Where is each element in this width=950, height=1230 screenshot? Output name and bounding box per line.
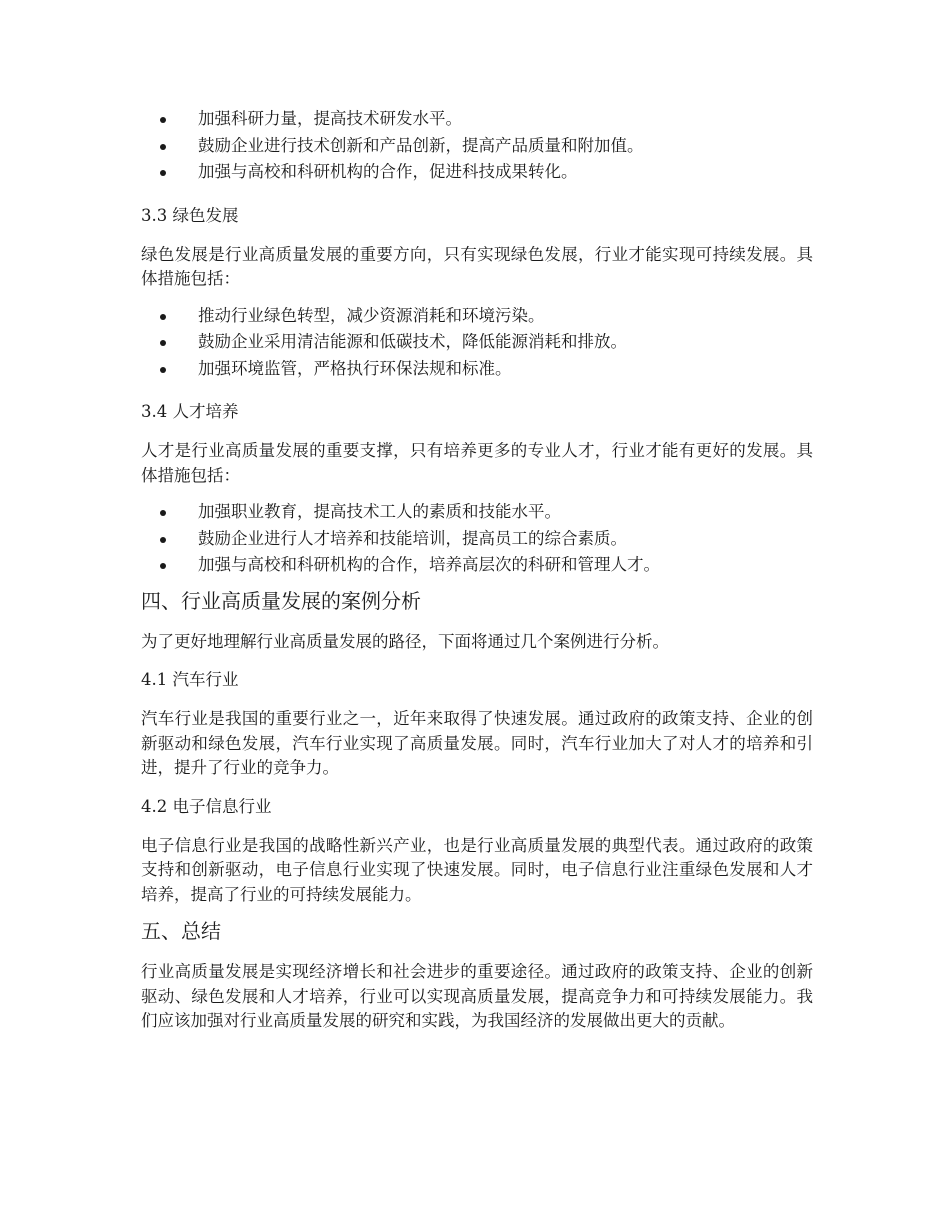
list-item: 加强科研力量，提高技术研发水平。 bbox=[141, 106, 813, 133]
list-item: 加强职业教育，提高技术工人的素质和技能水平。 bbox=[141, 499, 813, 526]
list-item: 推动行业绿色转型，减少资源消耗和环境污染。 bbox=[141, 303, 813, 330]
section-heading-4: 四、行业高质量发展的案例分析 bbox=[141, 588, 421, 613]
sec5-paragraph: 行业高质量发展是实现经济增长和社会进步的重要途径。通过政府的政策支持、企业的创新驱动、绿色发展和人才培养，行业可以实现高质量发展，提高竞争力和可持续发展能力。我们应该加强对行业高质量发展的研究和实践，为我国经济的发展做出更大的贡献。 bbox=[141, 962, 813, 1030]
list-item: 鼓励企业采用清洁能源和低碳技术，降低能源消耗和排放。 bbox=[141, 329, 813, 356]
subsection-heading-3-4: 3.4 人才培养 bbox=[141, 402, 239, 421]
bullet-icon bbox=[160, 144, 166, 150]
list-item: 加强环境监管，严格执行环保法规和标准。 bbox=[141, 356, 813, 383]
list-item: 鼓励企业进行技术创新和产品创新，提高产品质量和附加值。 bbox=[141, 133, 813, 160]
sec3-2-measures-list bbox=[141, 106, 813, 186]
bullet-icon bbox=[160, 367, 166, 373]
sec4-2-paragraph: 电子信息行业是我国的战略性新兴产业，也是行业高质量发展的典型代表。通过政府的政策支持和创新驱动，电子信息行业实现了快速发展。同时，电子信息行业注重绿色发展和人才培养，提高了行业的可持续发展能力。 bbox=[141, 835, 813, 904]
sec3-3-measures-list bbox=[141, 303, 813, 383]
bullet-icon bbox=[160, 117, 166, 123]
list-item: 加强与高校和科研机构的合作，促进科技成果转化。 bbox=[141, 159, 813, 186]
list-item: 加强与高校和科研机构的合作，培养高层次的科研和管理人才。 bbox=[141, 552, 813, 579]
sec4-1-paragraph: 汽车行业是我国的重要行业之一，近年来取得了快速发展。通过政府的政策支持、企业的创新驱动和绿色发展，汽车行业实现了高质量发展。同时，汽车行业加大了对人才的培养和引进，提升了行业的竞争力。 bbox=[141, 709, 813, 777]
sec4-intro-paragraph: 为了更好地理解行业高质量发展的路径，下面将通过几个案例进行分析。 bbox=[141, 631, 669, 651]
bullet-icon bbox=[160, 170, 166, 176]
bullet-icon bbox=[160, 314, 166, 320]
bullet-icon bbox=[160, 537, 166, 543]
bullet-icon bbox=[160, 340, 166, 346]
subsection-heading-3-3: 3.3 绿色发展 bbox=[141, 205, 239, 225]
bullet-icon bbox=[160, 510, 166, 516]
sec3-4-measures-list bbox=[141, 499, 813, 579]
section-heading-5: 五、总结 bbox=[141, 919, 221, 943]
document-page bbox=[141, 106, 813, 1034]
subsection-heading-4-2: 4.2 电子信息行业 bbox=[141, 796, 272, 816]
bullet-icon bbox=[160, 563, 166, 569]
subsection-heading-4-1: 4.1 汽车行业 bbox=[141, 670, 239, 689]
sec3-4-paragraph: 人才是行业高质量发展的重要支撑，只有培养更多的专业人才，行业才能有更好的发展。具体措施包括： bbox=[141, 441, 813, 485]
list-item: 鼓励企业进行人才培养和技能培训，提高员工的综合素质。 bbox=[141, 526, 813, 553]
sec3-3-paragraph: 绿色发展是行业高质量发展的重要方向，只有实现绿色发展，行业才能实现可持续发展。具体措施包括： bbox=[141, 244, 813, 288]
